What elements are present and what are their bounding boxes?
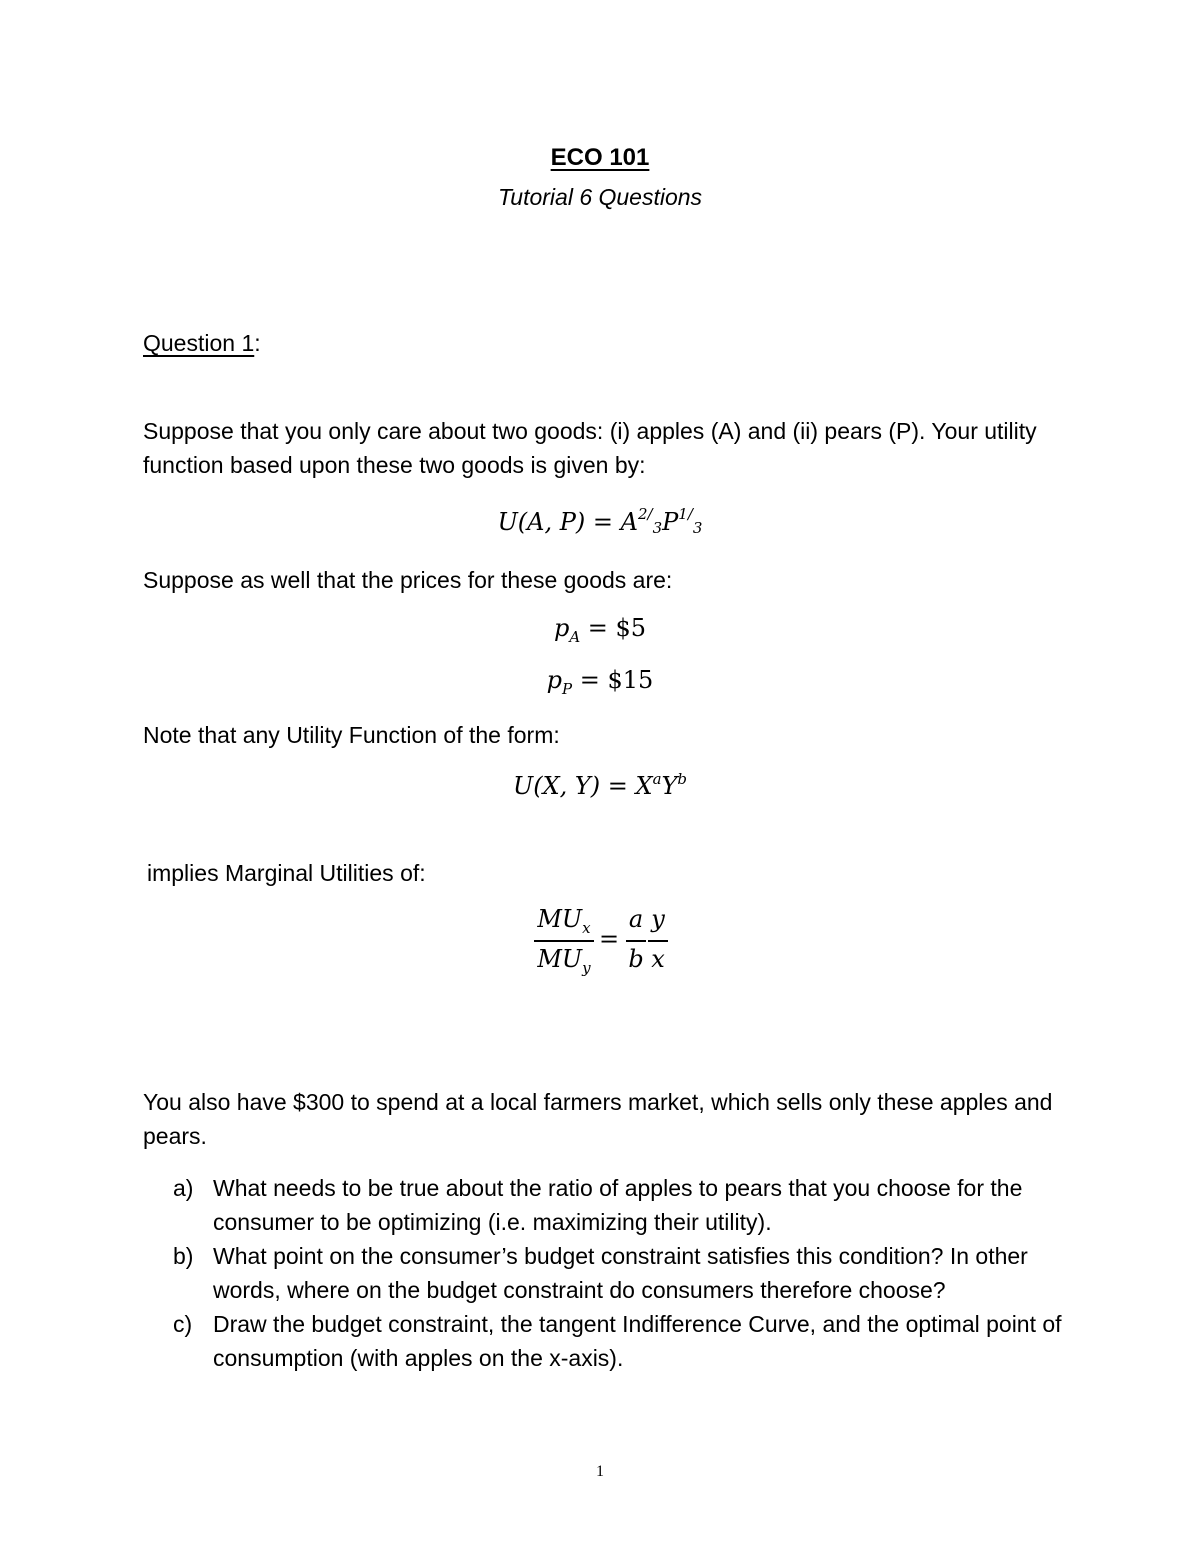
fraction-bar bbox=[648, 940, 668, 942]
sub-questions bbox=[173, 1171, 1063, 1375]
page-number: 1 bbox=[596, 1463, 604, 1480]
rhs-b: b bbox=[628, 945, 644, 973]
price-apples-equation: $p_A$ = $5 bbox=[553, 614, 647, 646]
equals-sign: = bbox=[598, 925, 620, 953]
fraction-bar bbox=[534, 940, 594, 942]
rhs-a: a bbox=[628, 905, 644, 933]
price-pears-equation: $p_P$ = $15 bbox=[546, 666, 654, 698]
utility-equation: U(A, $P) = A^{2/3}P^{1/3}$ bbox=[497, 505, 703, 537]
list-item: c) Draw the budget constraint, the tangent Indifference Curve, and the optimal point of consumption (with apples on the x-axis). bbox=[173, 1311, 1062, 1371]
question-intro: Suppose that you only care about two goods: (i) apples (A) and (ii) pears (P). Your utility function based upon these two goods is given by: bbox=[143, 418, 1037, 478]
fraction-bar bbox=[626, 940, 646, 942]
prices-intro: Suppose as well that the prices for these goods are: bbox=[143, 567, 673, 593]
list-item: b) What point on the consumer’s budget constraint satisfies this condition? In other words, where on the budget constraint do consumers therefore choose? bbox=[173, 1243, 1028, 1303]
rhs-x: x bbox=[651, 945, 665, 973]
list-item: a) What needs to be true about the ratio of apples to pears that you choose for the consumer to be optimizing (i.e. maximizing their utility). bbox=[173, 1175, 1023, 1235]
marginal-utilities-intro: implies Marginal Utilities of: bbox=[147, 860, 426, 886]
utility-form-note: Note that any Utility Function of the form: bbox=[143, 722, 560, 748]
question-heading: Question 1: bbox=[143, 330, 261, 356]
course-title: ECO 101 bbox=[550, 144, 650, 171]
tutorial-subtitle: Tutorial 6 Questions bbox=[497, 184, 703, 210]
general-utility-equation: U(X, $Y) = X^aY^b$ bbox=[513, 770, 687, 800]
mu-y-denominator: $MU_y$ bbox=[537, 945, 591, 977]
budget-statement: You also have $300 to spend at a local farmers market, which sells only these apples and pears. bbox=[143, 1089, 1053, 1149]
rhs-y: y bbox=[651, 905, 665, 933]
mu-x-numerator: $MU_x$ bbox=[537, 905, 591, 937]
